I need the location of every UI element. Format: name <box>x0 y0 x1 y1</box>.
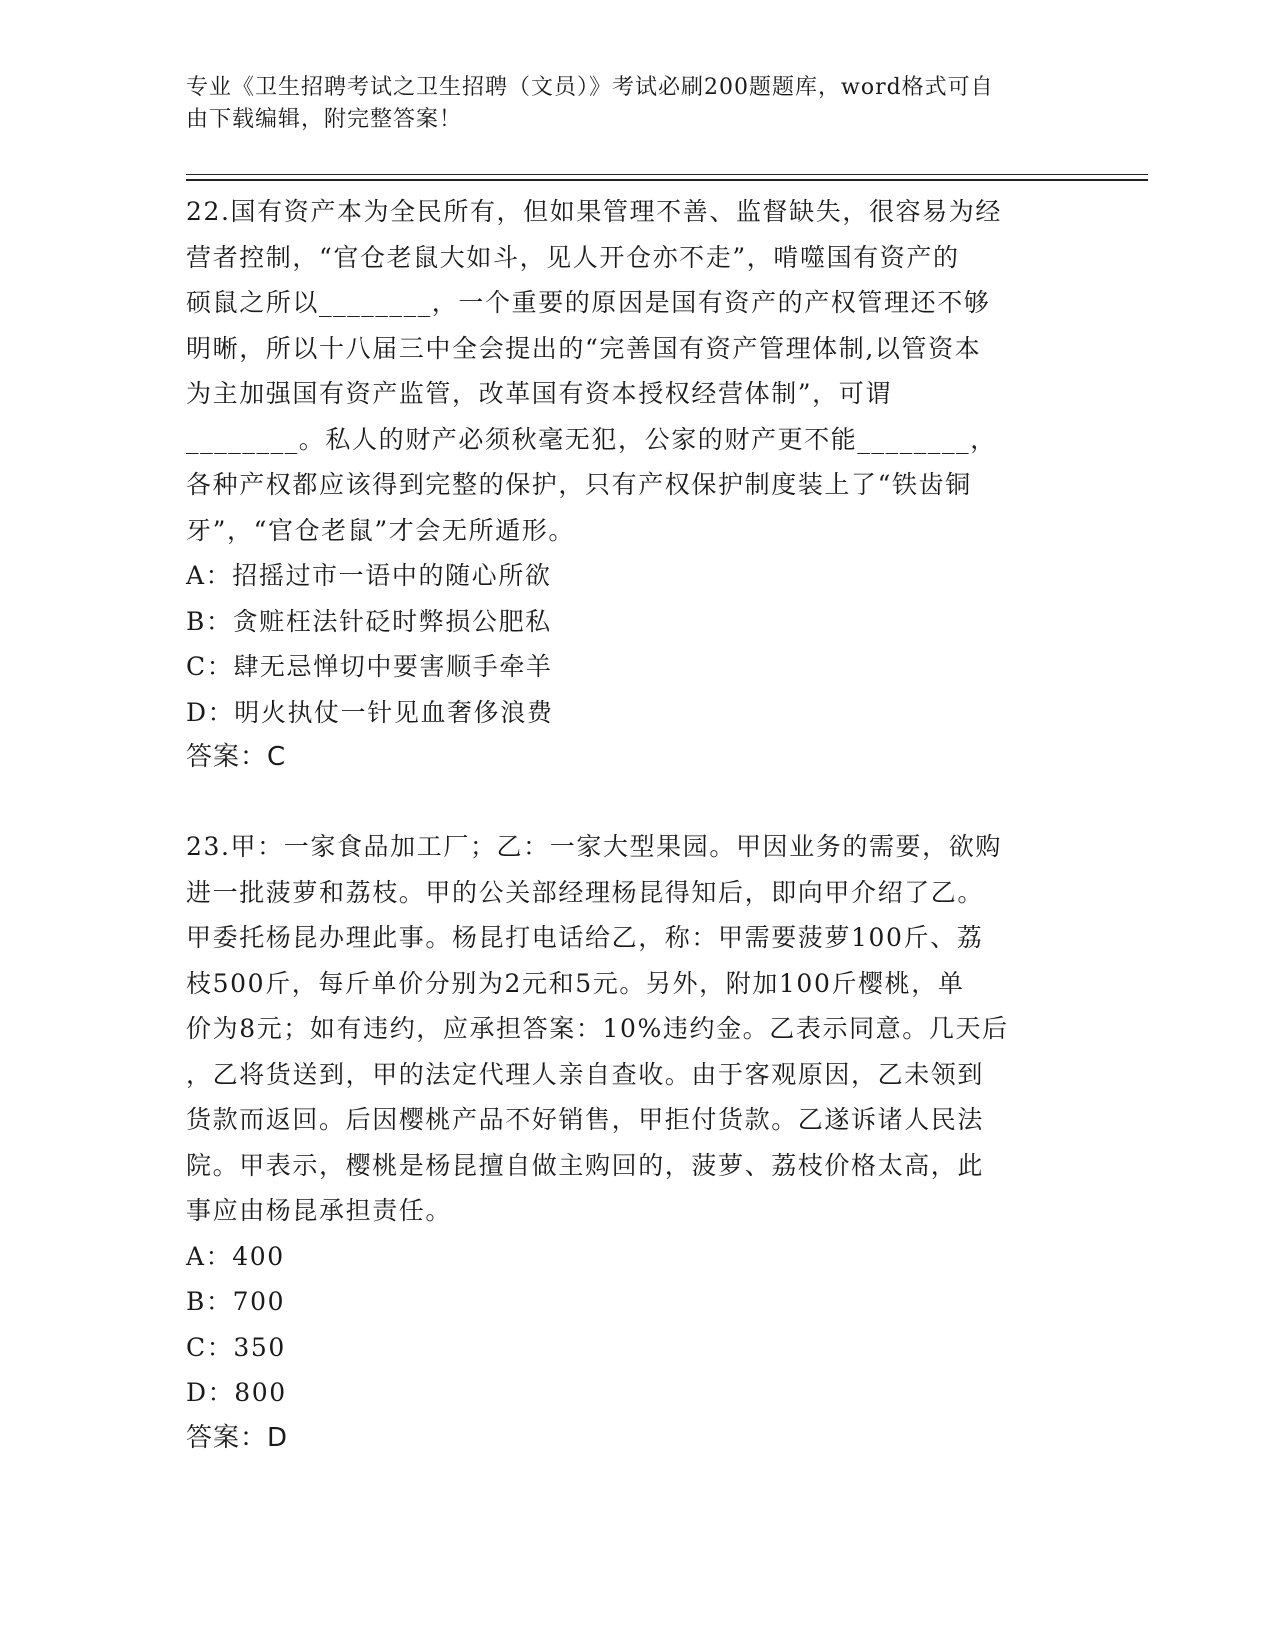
header-divider-thick <box>186 179 1148 181</box>
question-text-line: 各种产权都应该得到完整的保护，只有产权保护制度装上了“铁齿铜 <box>186 470 972 499</box>
option-d: D：明火执仗一针见血奢侈浪费 <box>186 697 554 727</box>
question-text-line: 营者控制，“官仓老鼠大如斗，见人开仓亦不走”，啃噬国有资产的 <box>186 242 960 272</box>
question-text-line: 事应由杨昆承担责任。 <box>186 1196 453 1225</box>
header-divider-thin <box>186 174 1148 175</box>
answer: 答案：D <box>186 1422 289 1453</box>
question-text-line: 明晰，所以十八届三中全会提出的“完善国有资产管理体制,以管资本 <box>186 333 982 363</box>
question-22 <box>186 189 1086 781</box>
question-text-line: 牙”，“官仓老鼠”才会无所遁形。 <box>186 515 575 545</box>
question-text-line: 为主加强国有资产监管，改革国有资本授权经营体制”，可谓 <box>186 379 892 408</box>
question-text-line: ________。私人的财产必须秋毫无犯，公家的财产更不能________， <box>186 424 997 454</box>
option-d: D：800 <box>186 1378 287 1407</box>
question-text-line: 价为8元；如有违约，应承担答案：10%违约金。乙表示同意。几天后 <box>186 1014 1009 1043</box>
document-header <box>186 72 1086 136</box>
option-a: A：400 <box>186 1241 285 1271</box>
option-b: B：700 <box>186 1287 286 1316</box>
question-text-line: ，乙将货送到，甲的法定代理人亲自查收。由于客观原因，乙未领到 <box>186 1059 985 1089</box>
question-text-line: 22.国有资产本为全民所有，但如果管理不善、监督缺失，很容易为经 <box>186 197 1002 226</box>
option-c: C：350 <box>186 1332 286 1362</box>
question-23 <box>186 824 1086 1461</box>
option-a: A：招摇过市一语中的随心所欲 <box>186 561 552 590</box>
option-c: C：肆无忌惮切中要害顺手牵羊 <box>186 652 553 681</box>
question-text-line: 院。甲表示，樱桃是杨昆擅自做主购回的，菠萝、荔枝价格太高，此 <box>186 1150 985 1180</box>
header-line: 由下载编辑，附完整答案！ <box>186 107 463 132</box>
question-text-line: 甲委托杨昆办理此事。杨昆打电话给乙，称：甲需要菠萝100斤、荔 <box>186 923 984 952</box>
question-text-line: 货款而返回。后因樱桃产品不好销售，甲拒付货款。乙遂诉诸人民法 <box>186 1105 985 1134</box>
question-text-line: 硕鼠之所以________，一个重要的原因是国有资产的产权管理还不够 <box>186 288 991 317</box>
question-text-line: 枝500斤，每斤单价分别为2元和5元。另外，附加100斤樱桃，单 <box>186 968 965 998</box>
question-text-line: 进一批菠萝和荔枝。甲的公关部经理杨昆得知后，即向甲介绍了乙。 <box>186 877 985 907</box>
question-text-line: 23.甲：一家食品加工厂；乙：一家大型果园。甲因业务的需要，欲购 <box>186 832 1002 861</box>
option-b: B：贪赃枉法针砭时弊损公肥私 <box>186 606 552 636</box>
header-line: 专业《卫生招聘考试之卫生招聘（文员）》考试必刷200题题库，word格式可自 <box>186 75 994 100</box>
answer: 答案：C <box>186 742 287 772</box>
